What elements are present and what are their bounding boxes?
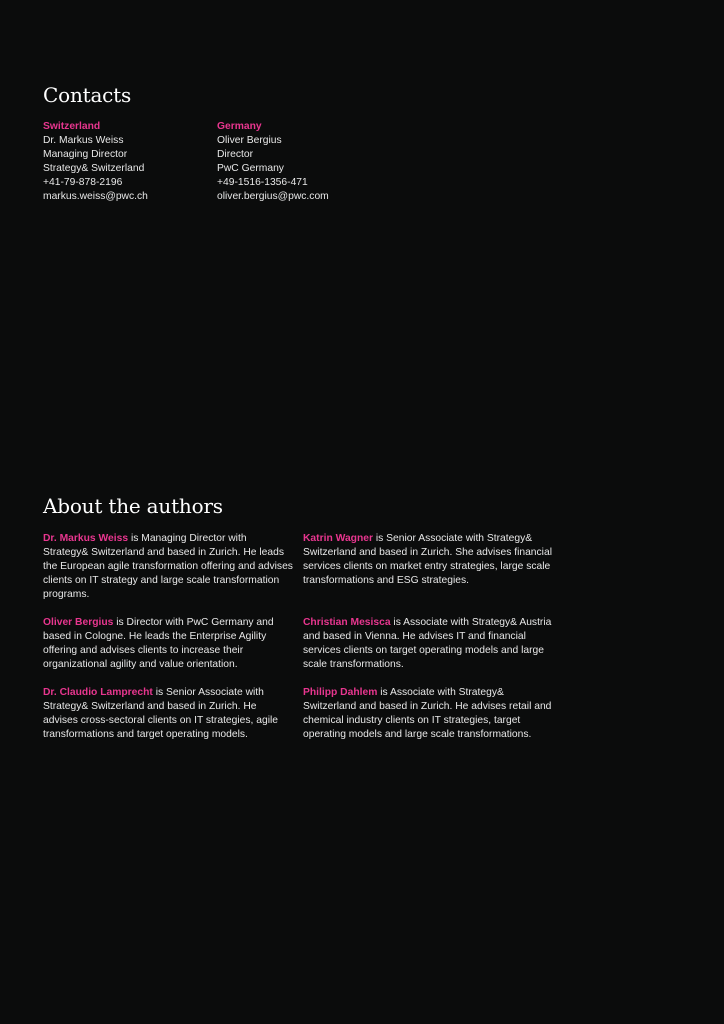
author-bio-christian-mesisca (303, 616, 553, 672)
contact-org: Strategy& Switzerland (43, 163, 145, 174)
author-bio-philipp-dahlem (303, 686, 553, 742)
author-name: Oliver Bergius (43, 617, 114, 628)
contact-country: Switzerland (43, 121, 101, 132)
author-bio-markus-weiss (43, 532, 293, 602)
contact-country: Germany (217, 121, 262, 132)
contact-role: Managing Director (43, 149, 128, 160)
contact-name: Oliver Bergius (217, 135, 282, 146)
author-name: Dr. Markus Weiss (43, 533, 129, 544)
contact-switzerland (43, 120, 148, 204)
contact-email[interactable]: markus.weiss@pwc.ch (43, 191, 148, 202)
contact-name: Dr. Markus Weiss (43, 135, 124, 146)
author-name: Philipp Dahlem (303, 687, 378, 698)
contact-email[interactable]: oliver.bergius@pwc.com (217, 191, 329, 202)
authors-heading: About the authors (43, 494, 223, 518)
author-text: is Senior Associate with Strategy& Switzerland and based in Zurich. He advises cross-sectoral clients on IT strategies, agile transformations and target operating models. (43, 687, 279, 740)
author-name: Katrin Wagner (303, 533, 373, 544)
author-name: Dr. Claudio Lamprecht (43, 687, 153, 698)
contact-role: Director (217, 149, 254, 160)
contact-germany (217, 120, 329, 204)
contact-phone: +49-1516-1356-471 (217, 177, 308, 188)
contact-org: PwC Germany (217, 163, 284, 174)
author-text: is Senior Associate with Strategy& Switzerland and based in Zurich. She advises financial services clients on market entry strategies, large scale transformations and ESG strategies. (303, 533, 552, 586)
author-text: is Associate with Strategy& Switzerland and based in Zurich. He advises retail and chemical industry clients on IT strategies, target operating models and large scale transformations. (303, 687, 552, 740)
author-text: is Associate with Strategy& Austria and based in Vienna. He advises IT and financial services clients on target operating models and large scale transformations. (303, 617, 552, 670)
author-text: is Managing Director with Strategy& Switzerland and based in Zurich. He leads the European agile transformation offering and advises clients on IT strategy and large scale transformation programs. (43, 533, 293, 600)
contacts-heading: Contacts (43, 83, 132, 107)
contact-phone: +41-79-878-2196 (43, 177, 123, 188)
author-bio-katrin-wagner (303, 532, 553, 588)
author-bio-claudio-lamprecht (43, 686, 293, 742)
author-bio-oliver-bergius (43, 616, 293, 672)
author-name: Christian Mesisca (303, 617, 391, 628)
author-text: is Director with PwC Germany and based in Cologne. He leads the Enterprise Agility offering and advises clients to increase their organizational agility and value orientation. (43, 617, 274, 670)
